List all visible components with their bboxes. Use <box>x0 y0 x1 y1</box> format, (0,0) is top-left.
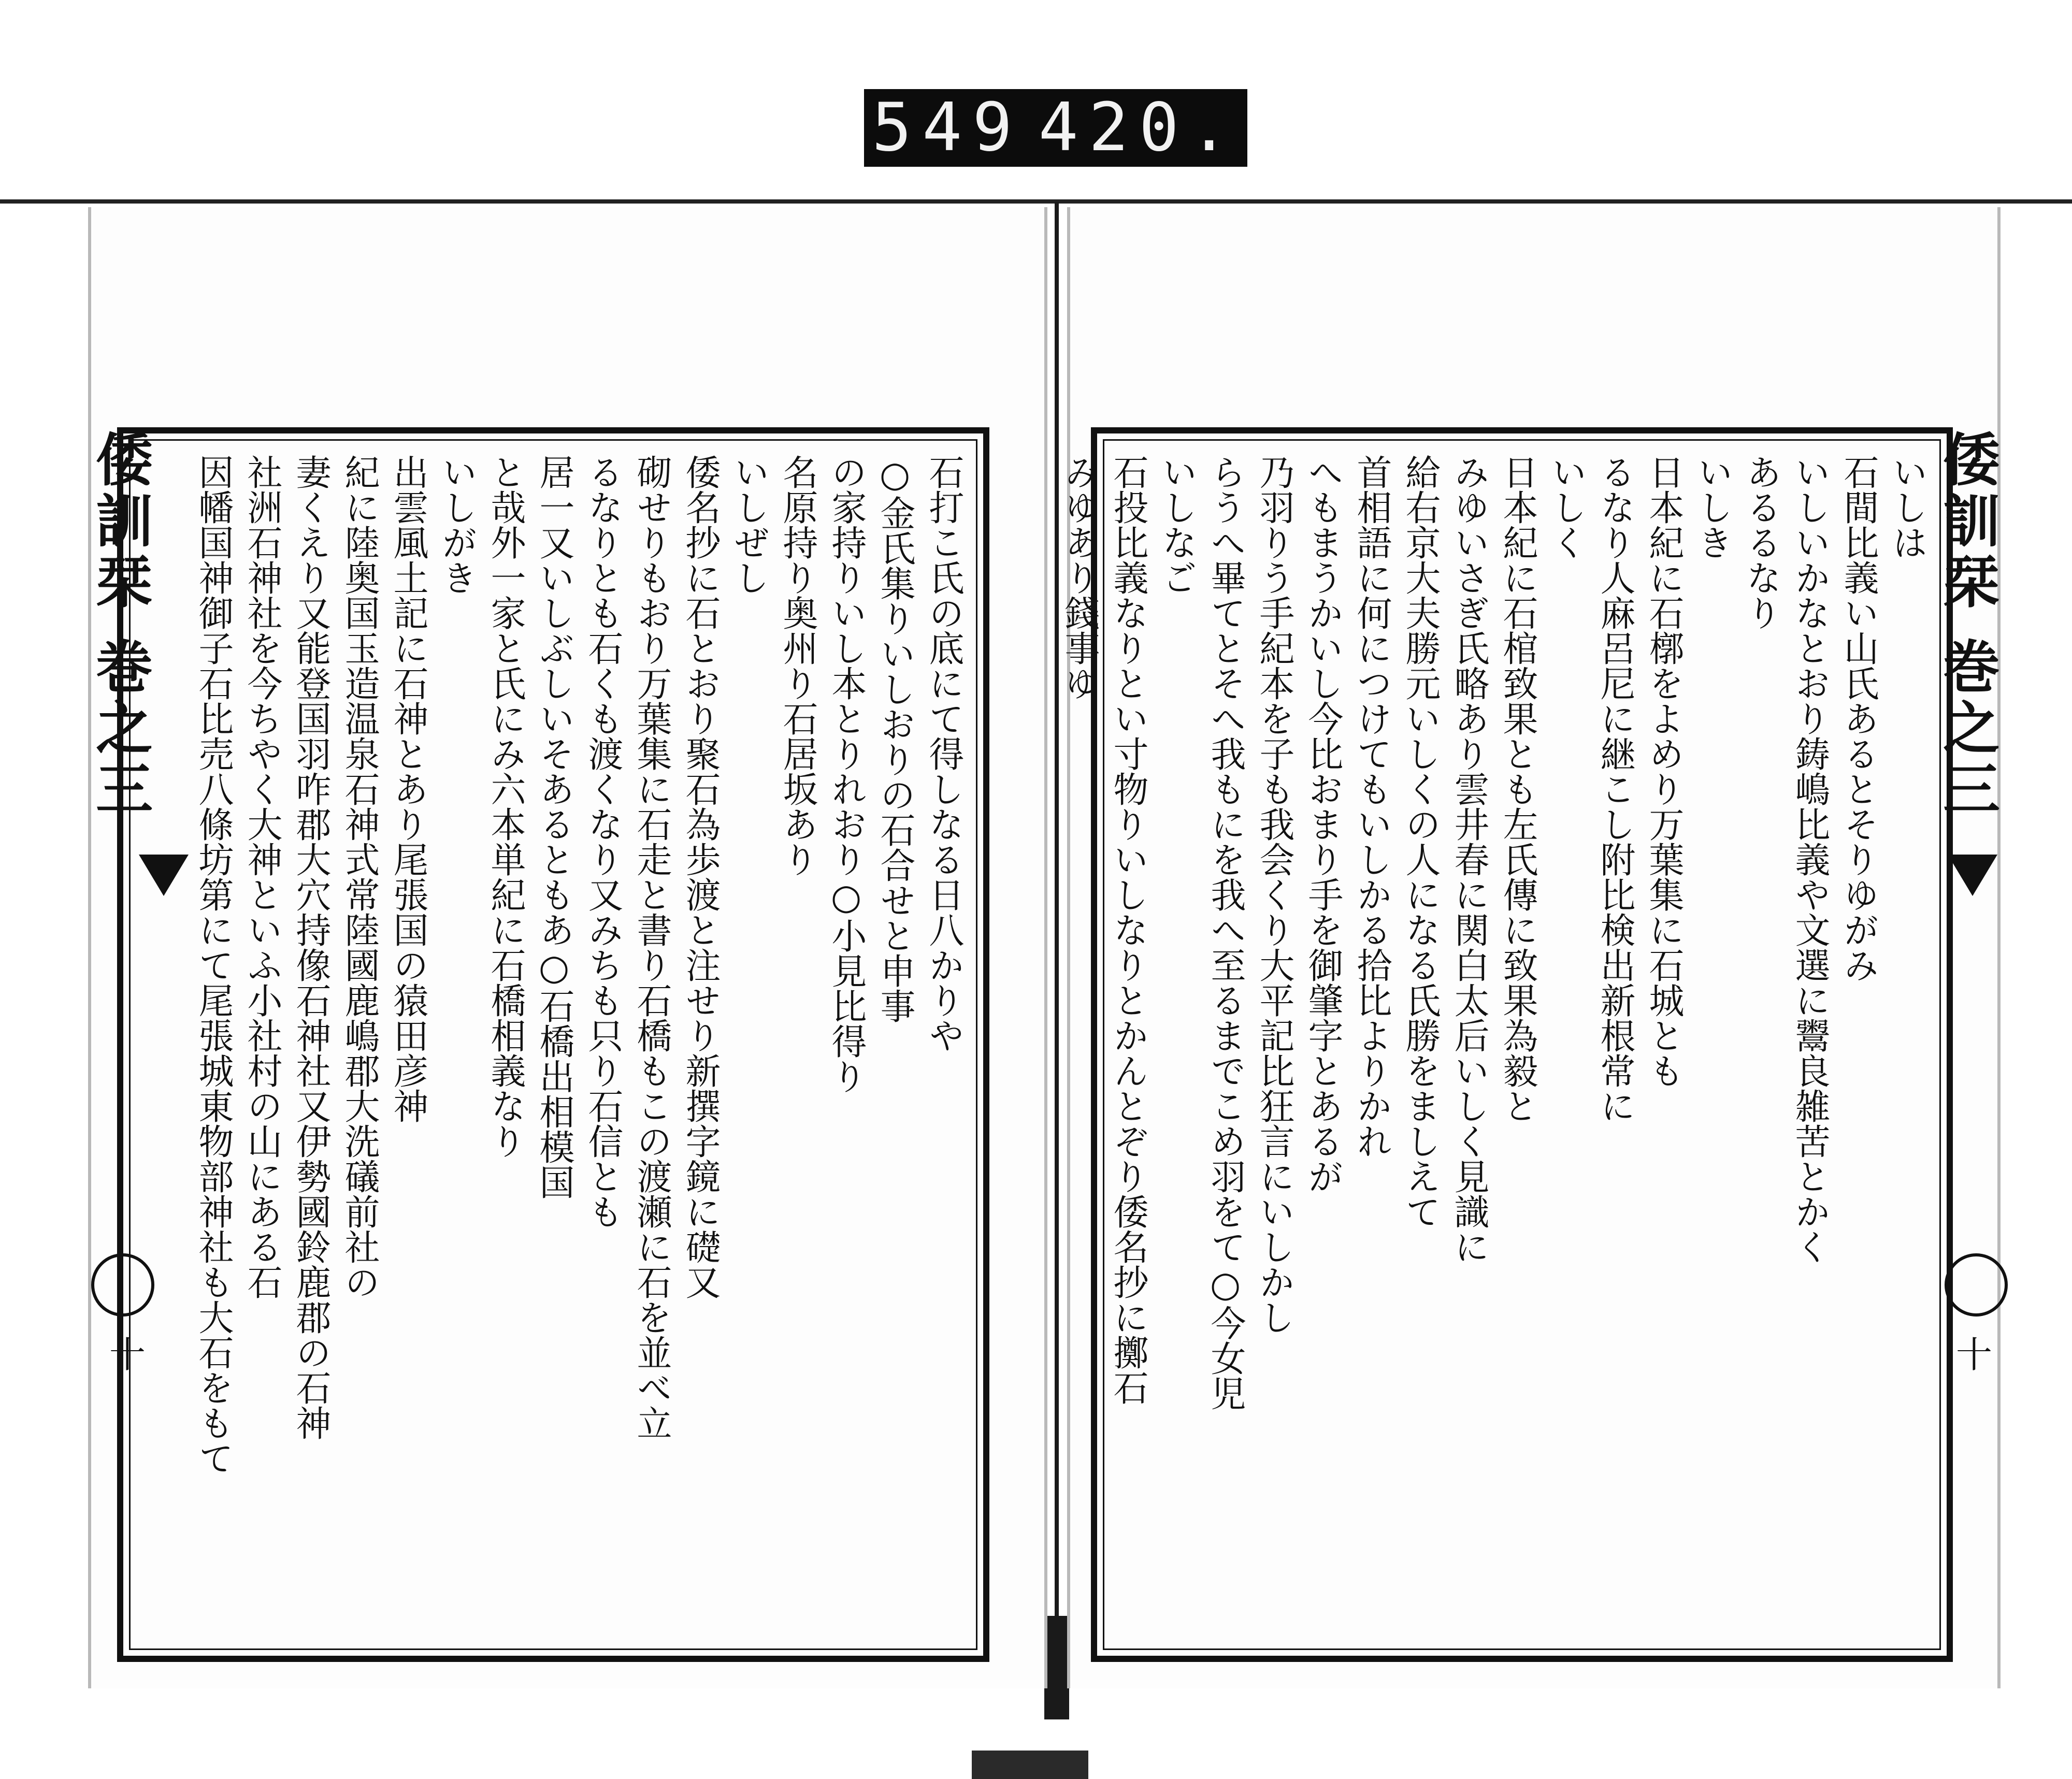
microfilm-frame-counter <box>864 89 1247 167</box>
right-page-tab-notch <box>1948 855 1997 896</box>
right-page-text-columns <box>1059 454 1931 1635</box>
frame-roll-number: 549 <box>872 89 1023 166</box>
text-column: いしぜし <box>728 454 769 595</box>
text-column: の家持りいし本とりれおり○小見比得り <box>826 454 867 1094</box>
text-column: いしく <box>1546 454 1587 560</box>
text-column: 石間比義い山氏あるとそりゆがみ <box>1838 454 1879 982</box>
left-page-book-title: 倭訓栞 巻之三 <box>87 430 153 821</box>
left-page-text-columns <box>139 454 968 1635</box>
text-column: 石打こ氏の底にて得しなる日八かりや <box>923 454 964 1053</box>
text-column: いしき <box>1692 454 1733 560</box>
text-column: 給右京大夫勝元いしくの人になる氏勝をましえて <box>1400 454 1441 1229</box>
text-column: いしは <box>1887 454 1927 560</box>
text-column: へもまうかいし今比おまり手を御肇字とあるが <box>1302 454 1343 1194</box>
text-column: 倭名抄に石とおり聚石為歩渡と注せり新撰字鏡に礎又 <box>680 454 721 1299</box>
text-column: 社洲石神社を今ちやく大神といふ小社村の山にある石 <box>241 454 282 1299</box>
text-column: 妻くえり又能登国羽咋郡大穴持像石神社又伊勢國鈴鹿郡の石神 <box>290 454 331 1440</box>
text-column: 居一又いしぶしいそあるともあ○石橋出相模国 <box>534 454 574 1199</box>
text-column: ○金氏集りいしおりの石合せと申事 <box>874 454 915 1023</box>
text-column: らうへ畢てとそへ我もにを我へ至るまでこめ羽をて○今女児 <box>1205 454 1246 1411</box>
right-page-text-frame <box>1059 427 1953 1662</box>
bottom-film-strip <box>972 1751 1088 1779</box>
left-page-text-frame <box>117 427 989 1662</box>
text-column: 紀に陸奥国玉造温泉石神式常陸國鹿嶋郡大洗礒前社の <box>339 454 380 1299</box>
text-column: 砌せりもおり万葉集に石走と書り石橋もこの渡瀬に石を並べ立 <box>631 454 672 1440</box>
left-page <box>88 207 1047 1688</box>
text-column: 日本紀に石棺致果とも左氏傳に致果為毅と <box>1497 454 1538 1123</box>
right-page <box>1059 207 2001 1688</box>
text-column: いしいかなとおり鋳嶋比義や文選に鬻良雑苦とかく <box>1789 454 1830 1264</box>
text-column: みゆいさぎ氏略あり雲井春に関白太后いしく見識に <box>1448 454 1489 1264</box>
text-column: 因幡国神御子石比売八條坊第にて尾張城東物部神社も大石をもて <box>193 454 234 1476</box>
right-page-leaf-number: 十 <box>1956 1334 1992 1376</box>
left-page-leaf-number: 十 <box>109 1334 146 1376</box>
text-column: るなりとも石くも渡くなり又みちも只り石信とも <box>582 454 623 1229</box>
text-column: 首相語に何につけてもいしかる拾比よりかれ <box>1351 454 1392 1159</box>
text-column: 出雲風土記に石神とあり尾張国の猿田彦神 <box>387 454 428 1123</box>
text-column: 名原持り奥州り石居坂あり <box>777 454 818 877</box>
text-column: いしなご <box>1156 454 1197 595</box>
text-column: 日本紀に石槨をよめり万葉集に石城とも <box>1643 454 1684 1088</box>
text-column: みゆあり錢事ゆ <box>1059 454 1100 701</box>
text-column: るなり人麻呂尼に継こし附比検出新根常に <box>1594 454 1635 1123</box>
frame-number: 420. <box>1038 89 1240 166</box>
text-column: 乃羽りう手紀本を子も我会くり大平記比狂言にいしかし <box>1254 454 1294 1335</box>
right-page-book-title: 倭訓栞 巻之三 <box>1934 430 2001 821</box>
text-column: いしがき <box>436 454 477 595</box>
text-column: と哉外一家と氏にみ六本単紀に石橋相義なり <box>485 454 526 1159</box>
tape-edge-line <box>0 199 2072 204</box>
text-column: 石投比義なりとい寸物りいしなりとかんとぞり倭名抄に擲石 <box>1107 454 1148 1405</box>
text-column: あるるなり <box>1740 454 1781 630</box>
right-page-leaf-circle <box>1945 1253 2008 1317</box>
